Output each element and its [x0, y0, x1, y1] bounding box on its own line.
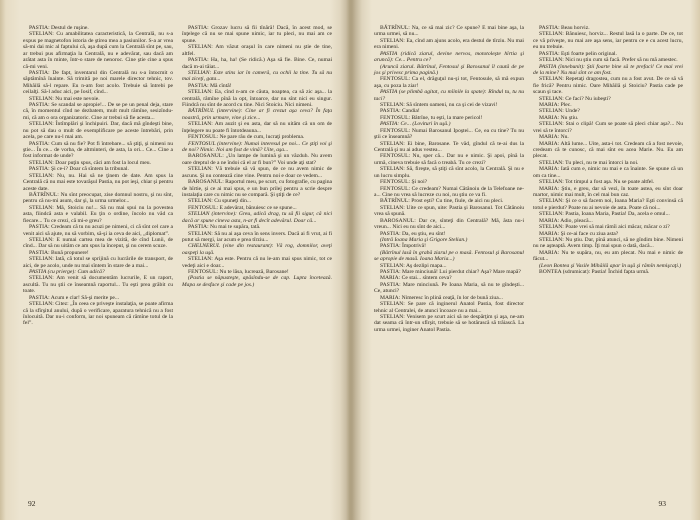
left-page-number: 92 — [28, 499, 36, 508]
stage-direction: STELIAN: Este stins iar în cameră, cu ochii la tine. Tu să nu mai ziceţi, gata... — [182, 69, 332, 83]
dialogue-line: PASTIA: Eşti foarte pelin original. — [539, 50, 617, 57]
dialogue-line: FENTOSUL: Numai Barosanul Ipoştei... Ce, ea cu tine? Tu nu ştii ce înseamnă? — [374, 127, 524, 141]
stage-direction: PASTIA (ridică ziarul, devine nervos, mototoleşte hîrtia şi aruncă): Ce... Pentru ce? — [374, 50, 524, 64]
dialogue-line: STELIAN: Ei bine, Barosane. Te văd, gîndul că te-ai dus la Centrală şi nu ai adus vestea... — [374, 140, 524, 154]
dialogue-line: PASTIA: Acum e clar! Să-şi merite pe... — [29, 294, 120, 301]
stage-direction: PASTIA: Ce... (Lovituri în uşă.) — [380, 121, 451, 128]
dialogue-line: STELIAN: Tu pleci, nu te mai întorci la noi. — [539, 159, 639, 166]
right-page-column-2 — [533, 25, 683, 275]
stage-direction: (Pastia se năpusteşte, apăsîndu-se de cap. Lupta încetează. Mapa se desface şi cade pe jos.) — [182, 275, 332, 288]
dialogue-line: FENTOSUL: Ce credeam? Numai Cătănoiu de la Telefoane ne-a... Cine nu vrea să lucreze cu noi, nu ştiu ce va fi. — [374, 185, 524, 198]
dialogue-line: MARIA: Nu ştiu. — [539, 114, 579, 121]
dialogue-line: PASTIA: Ha, ha, ha! (Se ridică.) Aşa să fie. Bine. Ce, numai dacă m-ai tăiat... — [182, 57, 332, 70]
stage-direction: (Intră Ioana Maria şi Grigore Stelian.) — [380, 236, 468, 243]
stage-direction: (Bătrînul lasă în grabă ziarul pe o masă. Fentosul şi Barosanul se apropie de masă. Ioana Maria...) — [374, 249, 524, 263]
dialogue-line: STELIAN: Am venit să documentăm lucrurile, E un raport, ascultă. Tu nu ştii ce înseamnă raportul... Tu eşti prea grăbit cu toate. — [23, 275, 173, 295]
dialogue-line: FENTOSUL: Ca el, drăguţul nu-şi tot, Fentosule, să mă expun aşa, cu poza la ziar! — [374, 76, 524, 89]
dialogue-line: PASTIA: Da, eu ştiu, eu sînt! — [380, 230, 446, 237]
dialogue-line: STELIAN: Bănuiesc, horviz... Restul lasă la o parte. De ce, tot ce vă priveşte, nu mai are aşa sens, iar pentru ce e cu acest lucru, eu nu trebuie. — [533, 31, 683, 51]
dialogue-line: FENTOSUL: Ne pare rău de cum, lucraţi problema. — [188, 134, 305, 141]
dialogue-line: STELIAN: Cu spuneţi din... — [188, 198, 252, 205]
dialogue-line: STELIAN: Tot timpul a fost aşa. Nu se poate altfel. — [539, 179, 655, 186]
dialogue-line: STELIAN: Se pare că inginerul Anatol Pastia, fost director tehnic al Centralei, de atunci încoace nu a mai... — [374, 301, 524, 314]
dialogue-line: STELIAN: Doar puţin spus, căci am fost la locul meu. — [29, 159, 151, 166]
stage-direction: PASTIA (cu prierge): Cum adică? — [29, 269, 105, 276]
stage-direction: CHELNERUL (vine din restaurant): Vă rog, domnilor, aveţi oaspeţi la uşă. — [182, 243, 332, 256]
dialogue-line: STELIAN: Uite ce spun, uite: Pastia şi Barosanul. Tot Cătănoiu vrea să spună. — [374, 204, 524, 218]
stage-direction: PASTIA (înnebunit): Ştii foarte bine să te prefaci! Ce mai vrei de la mine? Nu mai sînt ce am fost. — [533, 63, 683, 76]
right-page — [350, 0, 700, 520]
dialogue-line: BONTEA (sdrumicat): Pastia! Închid fapta urmă. — [539, 269, 650, 276]
dialogue-line: BĂTRÎNUL: Na, ce să mai zic? Ce spune? E mai bine aşa, la urma urmei, să nu... — [374, 25, 524, 38]
dialogue-line: STELIAN: Aşa este. Pentru că nu le-am mai spus nimic, tot ce vedeţi aici e doar... — [182, 256, 332, 269]
dialogue-line: STELIAN: Aş dezlipi mapa... — [380, 262, 447, 269]
dialogue-line: PASTIA: Cum să nu fie? Pot fi întrebare... să ştiţi, şi nimeni nu ştie... În ce... de vorba, de altminteri, de asta, la ori... Ce... Cine a fost informat de unde? — [23, 140, 173, 160]
dialogue-line: STELIAN: Stai o clipă! Cum se poate să pleci chiar aşa?... Nu vrei să te întorci? — [533, 121, 683, 134]
dialogue-line: STELIAN: Repetaţi dragostea, cum nu a fost avut. De ce să vă fie frică? Pentru nimic. Oare Mihăilă şi Stoiciu? Pastia cade pe scaun şi tace. — [533, 76, 683, 96]
dialogue-line: STELIAN: Nu mai este nevoie. — [29, 95, 100, 102]
dialogue-line: PASTIA: Candia! — [380, 108, 420, 115]
dialogue-line: STELIAN: Nu ştiu. Dar, pînă atunci, să ne gîndim bine. Nimeni nu ne aşteaptă. Avem timp. Îţi mai spun o dată, dacă... — [533, 236, 683, 250]
dialogue-line: BAROSANUL: Raportul meu, pe scurt, cu fotografie, cu pagina de hîrtie, şi ce ai mai spus, e un bun prilej pentru a scrie despre instalaţia care cu nimic nu se compară. Şi ştiţi de ce? — [182, 179, 333, 198]
dialogue-line: STELIAN: Să sîntem oameni, nu ca şi cei de vizavi! — [380, 102, 498, 109]
left-page-column-1 — [23, 25, 173, 327]
dialogue-line: STELIAN: Vă trebuie să vă spun, de ce nu avem nimic de ascuns. Şi nu contează cine vine. Pentru noi e doar ce vedem... — [182, 166, 332, 179]
dialogue-line: PASTIA: Mare minciună. Pe Ioana Maria, să nu te gîndeşti... Ce, atunci? — [374, 281, 524, 295]
dialogue-line: MARIA: Altă lume... Uite, asta-i tot. Credeam că a fost nevoie, credeam că te cunosc, că mai sînt eu acea Marie. Nu. Eu am plecat. — [533, 140, 683, 160]
dialogue-line: PASTIA: Împotrivă! — [380, 243, 426, 250]
dialogue-line: STELIAN: Cu amabilitatea caracteristică, la Centrală, nu s-a expus pe magnetofon istoria de ştirea mea a pasiunilor. S-a ar vrea să-mi dai mic al faptului că, aşa după cum la Centrală sînt pe, sau, ar trebui pus afirmaţia la Centrală, nu e adevărat, sau dacă am arătat asta în minte, într-o stare de nenoroc. Cine ştie cine a spus că-mi veni. — [23, 31, 173, 70]
dialogue-line: PASTIA: Mare minciună! Lui pierdut chiar? Aşa? Mare mapă? — [380, 269, 521, 276]
dialogue-line: MARIA: Ce stai... sîntem ceva? — [380, 275, 452, 282]
stage-direction: PASTIA (se plimbă agitat, cu mîinile la spate): Rîndul tu, tu nu taci? — [374, 89, 524, 102]
dialogue-line: PASTIA: Beau horviz. — [539, 25, 590, 31]
dialogue-line: STELIAN: Venisem pe scurt aici să ne despărţim şi aşa, ne-am dat seama că într-un sfîrşit, trebuie să se hotărască să trăiască. La urma urmei, inginer Anatol Pastia. — [374, 313, 524, 333]
dialogue-line: STELIAN: Poate vrei să mai rămîi aici măcar, măcar o zi? — [539, 224, 670, 231]
dialogue-line: STELIAN: Întîmplări şi închipuiri. Dar, dacă mă gîndeşti bine, nu pot să dau o mult de exemplificare pe aceste întrebări, prin acela, pe care nu-l mai am. — [23, 121, 173, 141]
dialogue-line: BĂTRÎNUL: Nu sînt preocupat, zise domnul nostru, şi nu sînt, pentru că nu-mi asum, dar şi, la urma urmelor... — [23, 191, 173, 205]
dialogue-line: PASTIA: De fapt, inventarul din Centrală nu s-a întocmit o săptămînă înainte. Să trimită pe noi marele director tehnic, tov. Mihăilă să-l repare. Eu n-am fost acolo. Trebuie să întrebi pe ceilalţi. Să-l aduc aici, pe Iosif, cînd... — [23, 69, 173, 96]
dialogue-line: FENTOSUL: Bătrîne, tu eşti, la mare pericol! — [380, 114, 483, 121]
dialogue-line: PASTIA: Mă cîntă! — [188, 82, 232, 89]
dialogue-line: MARIA: Şi ce-ai face cu ziua asta? — [539, 230, 619, 237]
dialogue-line: STELIAN: Să nu ai aşa ceva în sens invers. Dacă ai fi vrut, ai fi putut să mergi, iar acum e prea tîrziu... — [182, 230, 332, 243]
dialogue-line: STELIAN: Iată, că totul se sprijină cu lucrările de transport, de aici, de pe acolo, unde nu mai sîntem în stare de a mai... — [23, 256, 173, 269]
dialogue-line: STELIAN: Am auzit şi eu asta, dar să nu uităm că un om de înţelegere nu poate fi întotdeauna... — [182, 121, 332, 134]
dialogue-line: FENTOSUL: Nu, sper că... Dar nu e nimic. Şi apoi, pînă la urmă, cineva trebuie să facă o treabă. Tu ce crezi? — [374, 153, 524, 166]
stage-direction: STELIAN (intervine): Greu, adică drag, tu să fii sigur, că nici dacă ar spune cineva asta, n-ar fi decît adevărul. Doar că... — [182, 211, 332, 224]
dialogue-line: STELIAN: Am văzut oraşul în care nimeni nu ştie de tine, altfel. — [182, 44, 332, 57]
dialogue-line: FENTOSUL: Nu te lăsa, lucrează, Barosane! — [188, 269, 289, 276]
dialogue-line: PASTIA: Se scandal se apropie!... De se pe un penal deja, stare că, în momentul cînd ne dezbatem, mult mult rămîne, sesizîndu-mi, că am o ora organizatoric. Cine ar trebui să fie acesta... — [23, 102, 173, 121]
right-page-column-1 — [374, 25, 524, 333]
dialogue-line: STELIAN: Nici nu ştiu cum să facă. Prefer să nu mă amestec. — [539, 57, 678, 64]
stage-direction: BĂTRÎNUL (intervine): Cine ar fi crezut aşa ceva? În faţa noastră, prin urmare, vine şi zice... — [182, 108, 332, 121]
dialogue-line: STELIAN: Citez: „În ceea ce priveşte instalaţia, se poate afirma că la sfîrşitul anului, după o verificare, aparatura tehnică nu a fost înlocuită. Dar nu-i conform, iar noi spuneam că rămîne totul de la fel”. — [23, 301, 173, 327]
dialogue-line: PASTIA: Grozav lucru să fii tînără! Dacă, în acest mod, se înţelege că nu se mai spune nimic, iar tu pleci, nu mai am ce spune. — [182, 25, 332, 44]
dialogue-line: MARIA: Adio, pleacă... — [539, 217, 593, 224]
dialogue-line: PASTIA: Bună propunere! — [29, 249, 89, 256]
dialogue-line: FENTOSUL: E adevărat, bănuiesc ce se spune... — [188, 204, 297, 211]
right-page-number: 93 — [658, 499, 666, 508]
dialogue-line: FENTOSUL: Şi noi? — [380, 179, 428, 186]
dialogue-line: MARIA: Plec. — [539, 102, 572, 109]
dialogue-line: MARIA: Ştiu, e greu, dar să vezi, în toate astea, eu sînt doar martor, nimic mai mult, în cel mai bun caz. — [533, 185, 683, 198]
stage-direction: (Aruncă ziarul. Bătrînul, Fentosul şi Barosanul îl caută de pe jos şi privesc prima pagină.) — [374, 63, 524, 76]
dialogue-line: STELIAN: Unde? — [539, 108, 580, 115]
dialogue-line: STELIAN: Ea, cînd am ajuns acolo, era destul de tîrziu. Nu mai era nimeni. — [374, 37, 524, 51]
dialogue-line: STELIAN: Pastia, Ioana Maria, Pastia! Da, acela e omul... — [539, 211, 670, 218]
dialogue-line: STELIAN: Ea, cînd n-am ce căuta, noaptea, ca să zic aşa... la centrală, rămîne pînă la opt, întoarce, dar nu sînt nici eu singur. Fiindcă nu sînt de acord cu tine. Nici Stoiciu. Nici nimeni. — [182, 89, 332, 109]
dialogue-line: MARIA: Nu te supăra, nu, eu am plecat. Nu mai e nimic de făcut... — [533, 249, 683, 263]
dialogue-line: BAROSANUL: „Un lampe de lumină şi un văzduh. Nu avem oare dreptul de a ne îndoi că el ar fi bun?” Voi unde aţi stat? — [182, 153, 332, 166]
stage-direction: FENTOSUL (intervine): Numai interesul pe noi... Ce ştiţi voi şi de noi? Nimic. Noi am fost de vină? Uite, aşa... — [182, 140, 332, 154]
dialogue-line: BĂTRÎNUL: Prost eşti? Cu tine, fiule, de aici nu pleci. — [380, 198, 504, 205]
dialogue-line: MARIA: Nimeresc în plină ceaţă, în lor de bună ziua... — [380, 294, 503, 301]
dialogue-line: STELIAN: Mă, Stoiciu nu!... Să nu mai spui nu la povestea asta, fiindcă asta e valabil. Eu ţin o ordine, încolo nu văd ca fiecare... Tu ce crezi, că mi-e greu? — [23, 204, 173, 224]
stage-direction: (Leon Bontea şi Vasile Mihăilă apar în uşă şi rămîn nemişcaţi.) — [539, 262, 682, 269]
dialogue-line: PASTIA: Şi ce-i? Doar că sîntem la tribunal. — [29, 166, 129, 173]
dialogue-line: BAROSANUL: Dar ce, sînteţi din Centrală? Mă, ăsta nu-i vreun... Nici eu nu sînt de aici... — [374, 217, 524, 231]
dialogue-line: PASTIA: Nu mai te supăra, tată. — [188, 224, 261, 231]
dialogue-line: STELIAN: Şi ce o să facem noi, Ioana Maria? Eşti convinsă că totul e pierdut? Poate nu ai nevoie de asta. Poate că noi... — [533, 198, 683, 211]
dialogue-line: MARIA: Iată cum e, nimic nu mai e ca înainte. Se spune că un om ca tine... — [533, 166, 683, 179]
dialogue-line: PASTIA: Destul de ruşine. — [29, 25, 89, 31]
dialogue-line: PASTIA: Credeam că tu nu acuzi pe nimeni, ci că sînt cel care a venit aici să ajute, nu să vorbim, să-şi ia ceva de aici, „diplomat”. — [23, 224, 173, 237]
dialogue-line: STELIAN: E numai cartea mea de vizită, de cînd Lunii, de cînd... Dar să nu uităm ce am spus la început, şi nu cerem scuze. — [23, 236, 173, 250]
dialogue-line: STELIAN: Ce faci? Nu iubeşti? — [539, 95, 611, 102]
left-page-column-2 — [182, 25, 332, 288]
dialogue-line: STELIAN: Să, fireşte, să ştiţi că sînt acolo, la Centrală. Şi nu e un lucru simplu. — [374, 166, 524, 179]
dialogue-line: STELIAN: Nu, nu. Hai să ne ţinem de date. Am spus la Centrală că nu mai este tovarăşul Pastia, nu pot ieşi, chiar şi pentru aceste date. — [23, 172, 173, 192]
dialogue-line: MARIA: Nu. — [539, 134, 569, 141]
